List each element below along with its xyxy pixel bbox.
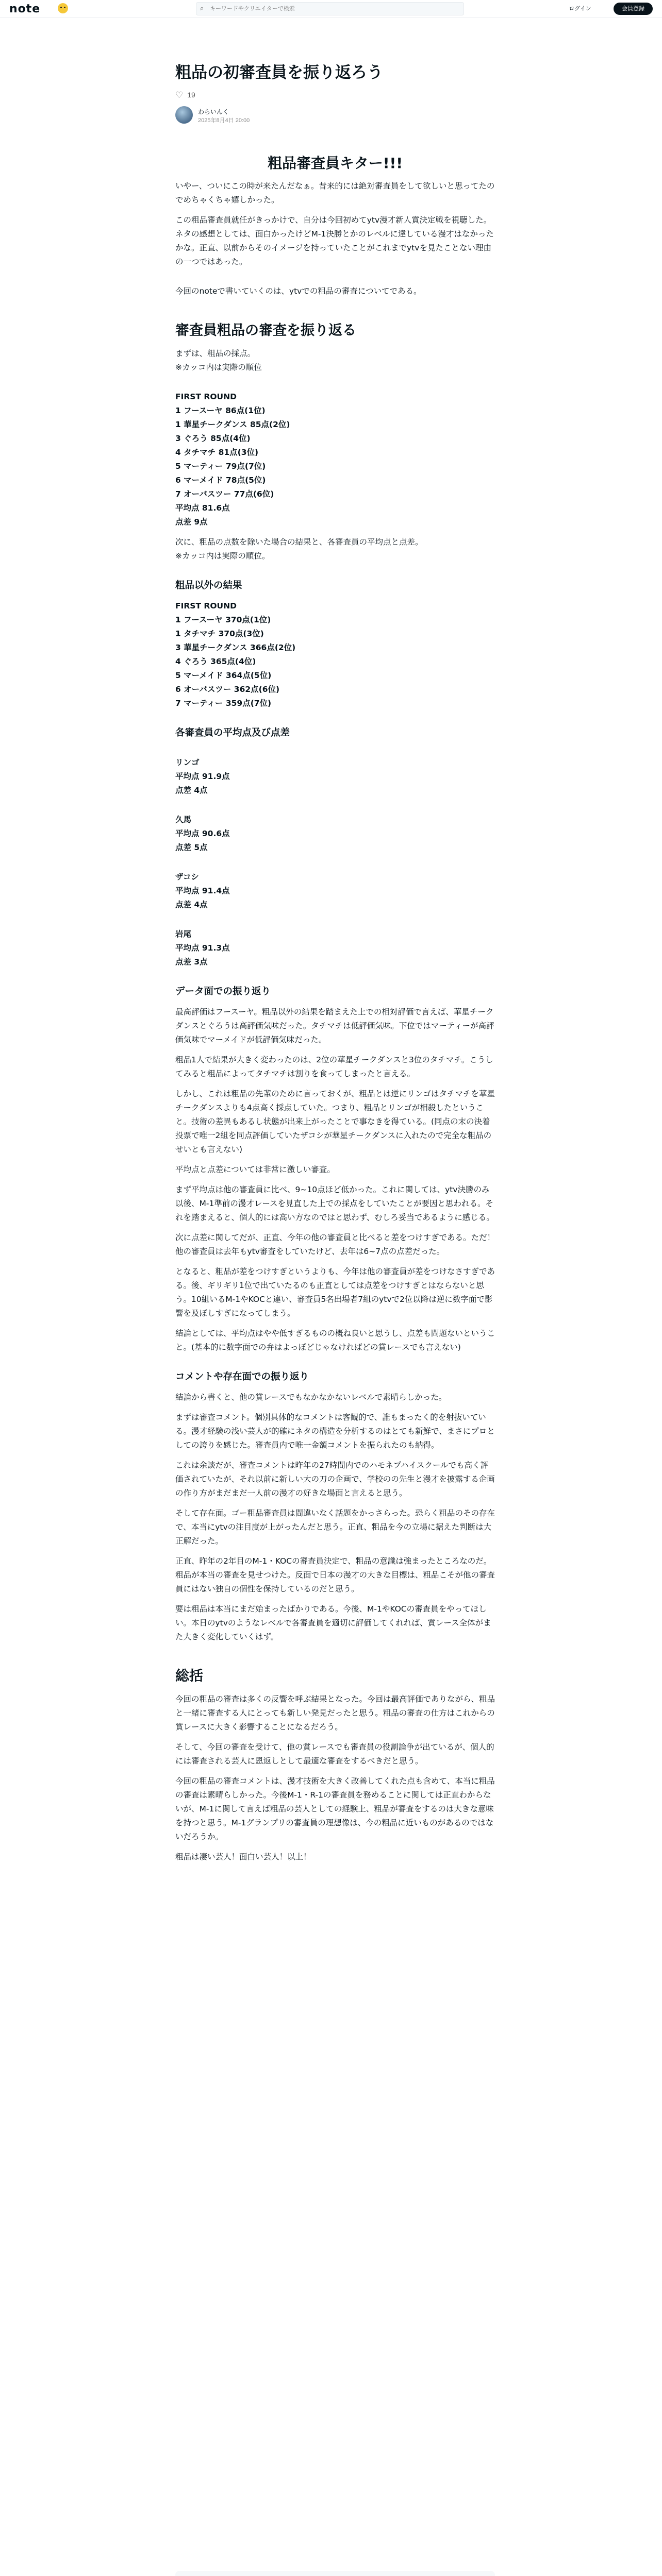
paragraph: 今回の粗品の審査コメントは、漫才技術を大きく改善してくれた点も含めて、本当に粗品の審査は素晴らしかった。今後M-1・R-1の審査員を務めることに関しては正直わからないが、M-1に関して言えば粗品の芸人としての経験上、粗品が審査をするのは大きな意味を持つと思う。M-1グランプリの審査員の理想像は、今の粗品に近いものがあるのではないだろうか。 [175, 1776, 495, 1841]
article [175, 62, 495, 1864]
intro-heading: 粗品審査員キター!!! [267, 155, 403, 172]
paragraph: まずは審査コメント。個別具体的なコメントは客観的で、誰もまったく的を射抜いている。漫才経験の浅い芸人が的確にネタの構造を分析するのはとても新鮮で、まさにプロとしての誇りを感じた。審査員内で唯一金額コメントを振られたのも納得。 [175, 1413, 495, 1450]
score-line: 4 ぐろう 365点(4位) [175, 657, 256, 666]
round-label: FIRST ROUND [175, 601, 237, 611]
intro-paragraph: この粗品審査員就任がきっかけで、自分は今回初めてytv漫才新人賞決定戦を視聴した。ネタの感想としては、面白かったけどM-1決勝とかのレベルに達している漫才はなかったかな。正直、以前からそのイメージを持っていたことがこれまでytvを見たことない理由の一つではあった。 [175, 215, 494, 266]
paragraph: そして存在面。ゴー粗品審査員は間違いなく話題をかっさらった。恐らく粗品のその存在で、本当にytvの注目度が上がったんだと思う。正直、粗品を今の立場に据えた判断は大正解だった。 [175, 1509, 495, 1546]
search-box[interactable] [196, 2, 464, 15]
judge-average: 平均点 91.4点 [175, 886, 230, 895]
judge-spread: 点差 5点 [175, 843, 208, 852]
support-box [175, 2571, 495, 2576]
like-count: 19 [187, 91, 195, 99]
text-line: ※カッコ内は実際の順位。 [175, 551, 270, 561]
score-line: 3 華星チークダンス 366点(2位) [175, 643, 296, 652]
paragraph: 粗品は凄い芸人！面白い芸人！以上！ [175, 1852, 311, 1861]
paragraph: 最高評価はフースーヤ。粗品以外の結果を踏まえた上での相対評価で言えば、華星チークダンスとぐろうは高評価気味だった。タチマチは低評価気味。下位ではマーティーが高評価気味でマーメイドが低評価気味だった。 [175, 1007, 494, 1044]
signup-button[interactable]: 会員登録 [614, 3, 653, 15]
like-row [175, 90, 495, 100]
paragraph: 要は粗品は本当にまだ始まったばかりである。今後、M-1やKOCの審査員をやってほしい。本日のytvのようなレベルで各審査員を適切に評価してくれれば、賞レース全体がまた大きく変化していくはず。 [175, 1604, 491, 1641]
judge-name: 久馬 [175, 815, 192, 824]
score-line: 3 ぐろう 85点(4位) [175, 434, 251, 443]
score-line: 6 オーバスツー 362点(6位) [175, 685, 280, 694]
score-line: 7 マーティー 359点(7位) [175, 699, 272, 708]
heart-icon[interactable]: ♡ [175, 90, 184, 100]
judge-name: リンゴ [175, 758, 200, 767]
intro-paragraph: いやー、ついにこの時が来たんだなぁ。昔来的には絶対審査員をして欲しいと思ってたのでめちゃくちゃ嬉しかった。 [175, 181, 495, 205]
paragraph: 正直、昨年の2年目のM-1・KOCの審査員決定で、粗品の意識は強まったところなのだ。粗品が本当の審査を見せつけた。反面で日本の漫才の大きな目標は、粗品こそが他の審査員にはない独自の個性を保持しているのだと思う。 [175, 1556, 495, 1594]
paragraph: そして、今回の審査を受けて、他の賞レースでも審査員の役割論争が出ているが、個人的には審査される芸人に恩返しとして最適な審査をするべきだと思う。 [175, 1742, 494, 1766]
paragraph: となると、粗品が差をつけすぎというよりも、今年は他の審査員が差をつけなさすぎである。後、ギリギリ1位で出ていたるのも正直としては点差をつけすぎとはならないと思う。10組いるM-1やKOCと違い、審査員5名出場者7組のytvで2位以降は逆に数字面で影響を及ぼしすぎになってしまう。 [175, 1267, 495, 1318]
paragraph: 次に点差に関してだが、正直、今年の他の審査員と比べると差をつけすぎである。ただ！他の審査員は去年もytv審査をしていたけど、去年は6~7点の点差だった。 [175, 1233, 495, 1256]
judge-average: 平均点 91.3点 [175, 943, 230, 953]
paragraph: 粗品1人で結果が大きく変わったのは、2位の華星チークダンスと3位のタチマチ。こうしてみると粗品によってタチマチは割りを食ってしまったと言える。 [175, 1055, 493, 1078]
score-line: 1 華星チークダンス 85点(2位) [175, 420, 290, 429]
score-line: 1 フースーヤ 370点(1位) [175, 615, 271, 624]
score-line: 5 マーメイド 364点(5位) [175, 671, 272, 680]
author-name[interactable]: わらいんく [198, 108, 229, 115]
paragraph: 今回の粗品の審査は多くの反響を呼ぶ結果となった。今回は最高評価でありながら、粗品と一緒に審査する人にとっても新しい発見だったと思う。粗品の審査の仕方はこれからの賞レースに大きく影響することになるだろう。 [175, 1694, 495, 1732]
round-label: FIRST ROUND [175, 392, 237, 401]
author-avatar[interactable] [175, 106, 193, 124]
top-bar [0, 0, 662, 18]
logo[interactable]: note [9, 3, 41, 15]
judge-spread: 点差 4点 [175, 786, 208, 795]
subsection-heading: 各審査員の平均点及び点差 [175, 727, 290, 738]
search-input[interactable] [210, 4, 457, 13]
text-line: まずは、粗品の採点。 [175, 349, 256, 358]
paragraph: 平均点と点差については非常に激しい審査。 [175, 1165, 335, 1174]
judge-name: 岩尾 [175, 929, 192, 939]
subsection-heading: データ面での振り返り [175, 986, 271, 997]
subsection-heading: コメントや存在面での振り返り [175, 1371, 309, 1382]
score-spread: 点差 9点 [175, 517, 208, 527]
login-button[interactable]: ログイン [562, 3, 598, 15]
average-score: 平均点 81.6点 [175, 503, 230, 513]
section-heading: 総括 [175, 1668, 203, 1684]
logo-mascot-icon[interactable] [58, 3, 68, 13]
intro-paragraph: 今回のnoteで書いていくのは、ytvでの粗品の審査についてである。 [175, 286, 422, 296]
judge-spread: 点差 4点 [175, 900, 208, 909]
text-line: 次に、粗品の点数を除いた場合の結果と、各審査員の平均点と点差。 [175, 537, 423, 547]
judge-average: 平均点 91.9点 [175, 772, 230, 781]
article-footer [175, 2571, 495, 2576]
subsection-heading: 粗品以外の結果 [175, 580, 242, 591]
author-row [175, 106, 495, 125]
search-icon: ⌕ [200, 5, 204, 12]
article-title: 粗品の初審査員を振り返ろう [175, 63, 383, 82]
paragraph: 結論としては、平均点はやや低すぎるものの概ね良いと思うし、点差も問題ないということ。(基本的に数字面での弁はよっぽどじゃなければどの賞レースでも言えない) [175, 1329, 495, 1352]
post-date: 2025年8月4日 20:00 [198, 117, 250, 124]
score-line: 1 タチマチ 370点(3位) [175, 629, 264, 638]
section-heading: 審査員粗品の審査を振り返る [175, 323, 356, 338]
score-line: 6 マーメイド 78点(5位) [175, 476, 266, 485]
score-line: 7 オーバスツー 77点(6位) [175, 489, 274, 499]
paragraph: 結論から書くと、他の賞レースでもなかなかないレベルで素晴らしかった。 [175, 1393, 447, 1402]
paragraph: まず平均点は他の審査員に比べ、9~10点ほど低かった。これに関しては、ytv決勝のみ以後、M-1準前の漫才レースを見直した上での採点をしていたことが要因と思われる。それを踏まえると、個人的には高い方なのではと思わず、むしろ妥当であるように感じる。 [175, 1185, 494, 1222]
score-line: 5 マーティー 79点(7位) [175, 462, 266, 471]
text-line: ※カッコ内は実際の順位 [175, 363, 262, 372]
judge-spread: 点差 3点 [175, 957, 208, 967]
score-line: 4 タチマチ 81点(3位) [175, 448, 259, 457]
judge-name: ザコシ [175, 872, 199, 882]
paragraph: しかし、これは粗品の先輩のために言っておくが、粗品とは逆にリンゴはタチマチを華星チークダンスよりも4点高く採点していた。つまり、粗品とリンゴが相殺したということ。技術の差異もあるし状態が出来上がったことで事なきを得ている。(同点の末の決着投票で唯一2組を同点評価していたザコシが華星チークダンスに入れたので完全な粗品のせいとも言えない) [175, 1089, 495, 1154]
paragraph: これは余談だが、審査コメントは昨年の27時間内でのハモネプハイスクールでも高く評価されていたが、それ以前に新しい大の刀の企画で、学校のの先生と漫才を披露する企画の作り方がまだまだ一人前の漫才の好きな場面と言えると思う。 [175, 1461, 495, 1498]
judge-average: 平均点 90.6点 [175, 829, 230, 838]
score-line: 1 フースーヤ 86点(1位) [175, 406, 266, 415]
